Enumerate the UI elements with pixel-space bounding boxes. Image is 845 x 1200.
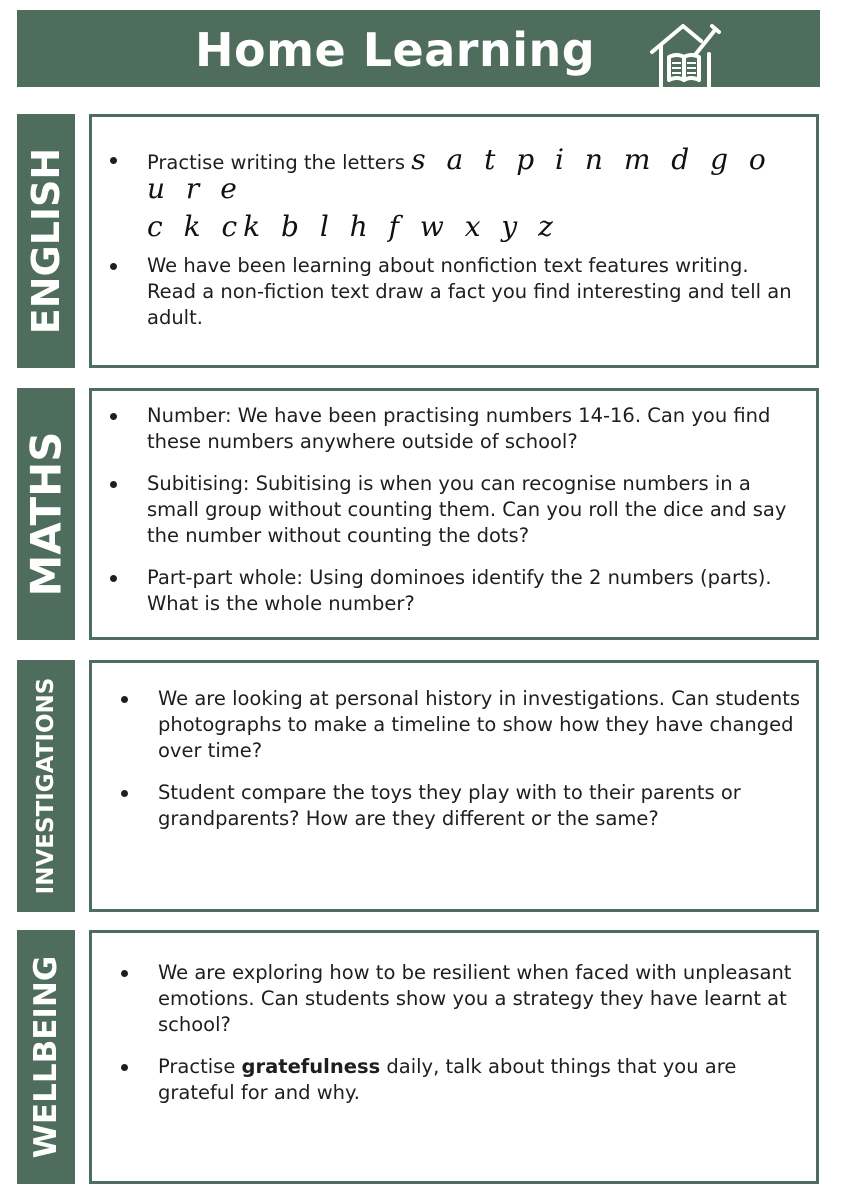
wellbeing-item-gratefulness: Practise gratefulness daily, talk about things that you are grateful for and why.: [158, 1054, 802, 1106]
maths-item-part-part-whole: Part-part whole: Using dominoes identify the 2 numbers (parts). What is the whole number?: [147, 565, 802, 617]
english-box: [89, 114, 819, 368]
english-section-label: ENGLISH: [17, 114, 75, 368]
investigations-item-history: We are looking at personal history in investigations. Can students photographs to make a timeline to show how they have changed over time?: [158, 687, 801, 762]
letters-row-2: c k ck b l h f w x y z: [147, 210, 559, 243]
wellbeing-item-resilience: We are exploring how to be resilient when faced with unpleasant emotions. Can students show you a strategy they have learnt at school?: [158, 960, 802, 1038]
investigations-list: [158, 686, 802, 832]
gratefulness-emphasis: gratefulness: [241, 1055, 381, 1078]
english-item-letters: Practise writing the letters s a t p i n m d g o u r e c k ck b l h f w x y z: [147, 147, 802, 247]
investigations-item-toys: Student compare the toys they play with to their parents or grandparents? How are they different or the same?: [158, 780, 802, 832]
page-title: Home Learning: [195, 23, 596, 77]
maths-section-label: MATHS: [17, 388, 75, 640]
wellbeing-list: [158, 960, 802, 1106]
investigations-box: [89, 660, 819, 912]
english-item-nonfiction: We have been learning about nonfiction text features writing. Read a non-fiction text draw a fact you find interesting and tell an adult.: [147, 253, 802, 331]
maths-list: [147, 403, 802, 617]
maths-item-subitising: Subitising: Subitising is when you can recognise numbers in a small group without counting them. Can you roll the dice and say the number without counting the dots?: [147, 471, 802, 549]
investigations-section-label: INVESTIGATIONS: [17, 660, 75, 912]
english-list: [147, 143, 802, 331]
wellbeing-section-label: WELLBEING: [17, 930, 75, 1184]
wellbeing-box: [89, 930, 819, 1184]
letters-row-1: s a t p i n m d g o u r e: [147, 143, 772, 205]
page-header: [17, 10, 820, 87]
maths-box: [89, 388, 819, 640]
maths-item-number: Number: We have been practising numbers 14-16. Can you find these numbers anywhere outside of school?: [147, 403, 802, 455]
home-learning-icon: [649, 22, 723, 94]
